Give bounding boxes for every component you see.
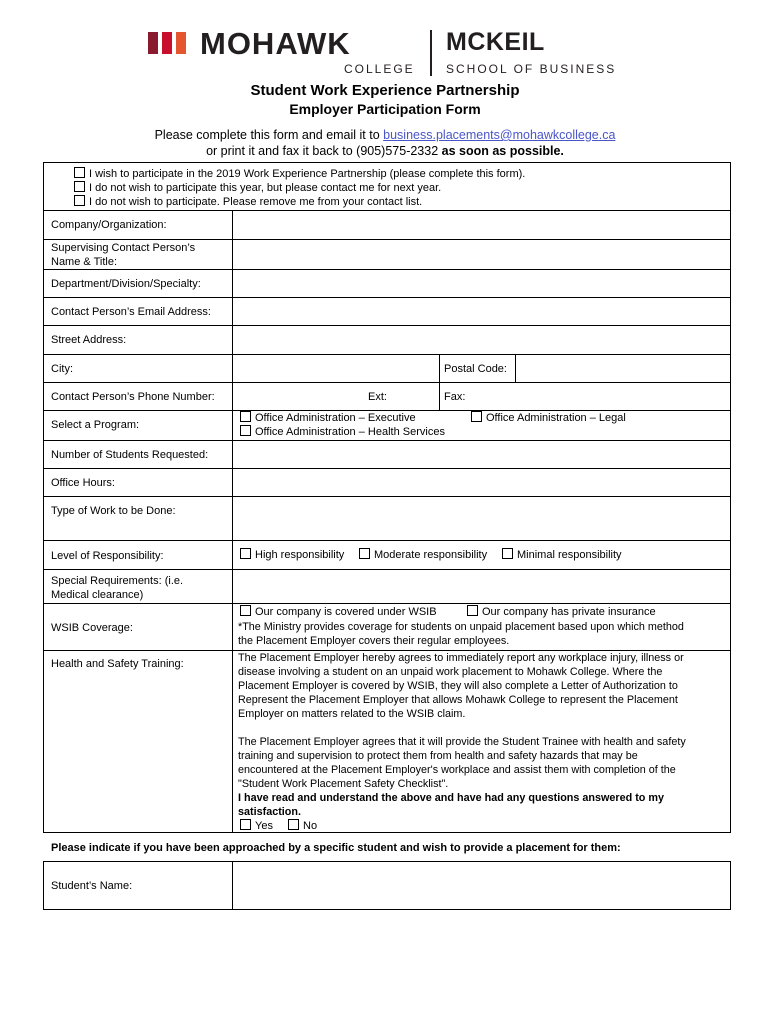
form-subtitle: Employer Participation Form (289, 101, 481, 117)
option-label: Our company is covered under WSIB (255, 606, 437, 618)
supervisor-input[interactable] (233, 240, 730, 269)
wsib-note-l1: *The Ministry provides coverage for students on unpaid placement based upon which method (238, 621, 684, 633)
checkbox[interactable] (74, 181, 85, 192)
health-p1-l3: Placement Employer is covered by WSIB, they will also complete a Letter of Authorization to (238, 680, 678, 692)
company-input[interactable] (233, 211, 730, 239)
logo-bar-2 (162, 32, 172, 54)
row-divider (43, 382, 731, 383)
postal-label: Postal Code: (444, 363, 507, 375)
special-label-l1: Special Requirements: (i.e. (51, 575, 184, 587)
checkbox[interactable] (240, 819, 251, 830)
checkbox[interactable] (74, 195, 85, 206)
email-link[interactable]: business.placements@mohawkcollege.ca (383, 128, 616, 142)
program-legal-option[interactable] (471, 411, 626, 425)
logo-mckeil-word: MCKEIL (446, 28, 545, 56)
row-divider (43, 540, 731, 541)
program-exec-option[interactable] (240, 411, 416, 425)
logo-bar-3 (176, 32, 186, 54)
student-name-input[interactable] (233, 862, 730, 909)
students-input[interactable] (233, 441, 730, 468)
checkbox[interactable] (74, 167, 85, 178)
wsib-label: WSIB Coverage: (51, 622, 133, 634)
hours-label: Office Hours: (51, 477, 115, 489)
hours-input[interactable] (233, 469, 730, 496)
option-label: Yes (255, 820, 273, 832)
phone-label: Contact Person’s Phone Number: (51, 391, 215, 403)
ext-label: Ext: (368, 391, 387, 403)
postal-input[interactable] (516, 355, 730, 382)
option-label: Minimal responsibility (517, 549, 622, 561)
checkbox[interactable] (240, 411, 251, 422)
ack-l2: satisfaction. (238, 806, 301, 818)
no-participate-option[interactable] (74, 195, 422, 209)
students-label: Number of Students Requested: (51, 449, 209, 461)
checkbox[interactable] (467, 605, 478, 616)
department-label: Department/Division/Specialty: (51, 278, 201, 290)
mohawk-mckeil-logo (148, 28, 628, 78)
row-divider (43, 603, 731, 604)
checkbox[interactable] (288, 819, 299, 830)
street-label: Street Address: (51, 334, 127, 346)
email-label: Contact Person’s Email Address: (51, 306, 211, 318)
special-label-l2: Medical clearance) (51, 589, 144, 601)
health-p2-l1: The Placement Employer agrees that it will provide the Student Trainee with health and safety (238, 736, 686, 748)
health-p2-l3: encountered at the Placement Employer's workplace and assist them with completion of the (238, 764, 676, 776)
wsib-note-l2: the Placement Employer covers their regular employees. (238, 635, 510, 647)
next-year-option[interactable] (74, 181, 441, 195)
work-type-input[interactable] (233, 497, 730, 540)
form-title: Student Work Experience Partnership (250, 82, 520, 99)
health-p1-l1: The Placement Employer hereby agrees to immediately report any workplace injury, illness or (238, 652, 684, 664)
high-responsibility-option[interactable] (240, 548, 344, 562)
option-label: I wish to participate in the 2019 Work Experience Partnership (please complete this form). (89, 168, 526, 180)
option-label: High responsibility (255, 549, 345, 561)
intro-line-1 (0, 128, 770, 142)
program-label: Select a Program: (51, 419, 140, 431)
ack-yes-option[interactable] (240, 819, 273, 833)
checkbox[interactable] (359, 548, 370, 559)
email-input[interactable] (233, 298, 730, 325)
checkbox[interactable] (240, 605, 251, 616)
minimal-responsibility-option[interactable] (502, 548, 622, 562)
supervisor-label-l1: Supervising Contact Person’s (51, 242, 196, 254)
work-type-label: Type of Work to be Done: (51, 505, 176, 517)
city-label: City: (51, 363, 73, 375)
health-p2-l4: "Student Work Placement Safety Checklist". (238, 778, 449, 790)
health-p2-l2: training and supervision to protect them from health and safety hazards that may be (238, 750, 638, 762)
checkbox[interactable] (240, 548, 251, 559)
option-label: Office Administration – Health Services (255, 426, 445, 438)
option-label: No (303, 820, 318, 832)
checkbox[interactable] (502, 548, 513, 559)
logo-bar-1 (148, 32, 158, 54)
intro-line2-bold: as soon as possible. (441, 144, 564, 158)
participate-option[interactable] (74, 167, 525, 181)
wsib-covered-option[interactable] (240, 605, 437, 619)
intro-line-2 (0, 144, 770, 158)
logo-school-word: SCHOOL OF BUSINESS (446, 62, 617, 76)
special-input[interactable] (233, 570, 730, 603)
wsib-private-option[interactable] (467, 605, 656, 619)
logo-divider (430, 30, 432, 76)
checkbox[interactable] (471, 411, 482, 422)
intro-line2-prefix: or print it and fax it back to (905)575-2332 (206, 144, 442, 158)
option-label: I do not wish to participate. Please remove me from your contact list. (89, 196, 423, 208)
logo-college-word: COLLEGE (344, 62, 415, 76)
option-label: Office Administration – Legal (486, 412, 626, 424)
supervisor-label-l2: Name & Title: (51, 256, 118, 268)
approach-question: Please indicate if you have been approached by a specific student and wish to provide a placement for them: (51, 842, 621, 854)
checkbox[interactable] (240, 425, 251, 436)
student-name-label: Student’s Name: (51, 880, 133, 892)
health-label: Health and Safety Training: (51, 658, 184, 670)
ack-l1: I have read and understand the above and have had any questions answered to my (238, 792, 664, 804)
logo-mohawk-word: MOHAWK (200, 26, 351, 61)
fax-divider (439, 354, 440, 410)
mohawk-logo-mark (148, 32, 192, 54)
city-input[interactable] (233, 355, 438, 382)
health-p1-l2: disease involving a student on an unpaid work placement to Mohawk College. Where the (238, 666, 663, 678)
ack-no-option[interactable] (288, 819, 317, 833)
option-label: I do not wish to participate this year, but please contact me for next year. (89, 182, 442, 194)
company-label: Company/Organization: (51, 219, 167, 231)
responsibility-label: Level of Responsibility: (51, 550, 164, 562)
street-input[interactable] (233, 326, 730, 354)
fax-label: Fax: (444, 391, 466, 403)
option-label: Moderate responsibility (374, 549, 488, 561)
option-label: Office Administration – Executive (255, 412, 416, 424)
option-label: Our company has private insurance (482, 606, 656, 618)
moderate-responsibility-option[interactable] (359, 548, 487, 562)
intro-prefix: Please complete this form and email it to (154, 128, 384, 142)
health-p1-l5: Employer on matters related to the WSIB claim. (238, 708, 466, 720)
health-p1-l4: Represent the Placement Employer that allows Mohawk College to represent the Placement (238, 694, 678, 706)
department-input[interactable] (233, 270, 730, 297)
program-health-option[interactable] (240, 425, 445, 439)
